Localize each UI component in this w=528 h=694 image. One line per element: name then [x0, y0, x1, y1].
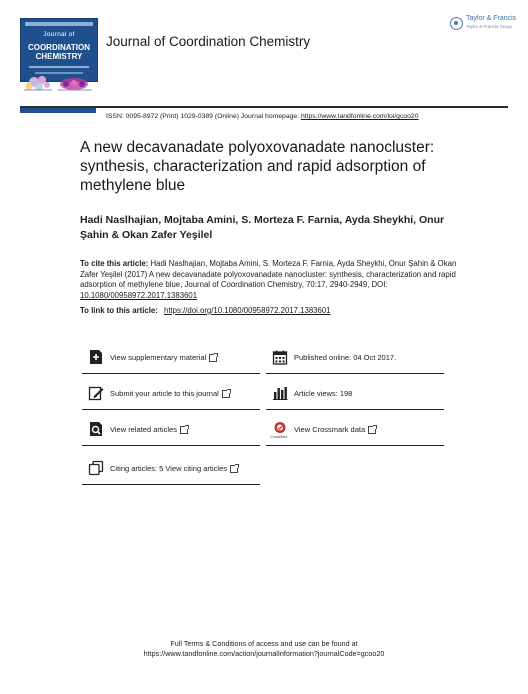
molecular-structure-image — [20, 72, 98, 96]
published-online-item — [266, 341, 444, 374]
supplementary-material-item[interactable] — [82, 341, 260, 374]
publisher-logo-icon — [450, 17, 463, 30]
crossmark-logo-text: CrossMark — [270, 435, 288, 439]
article-views-item — [266, 377, 444, 410]
crossmark-item[interactable] — [266, 413, 444, 446]
issn-line — [106, 113, 418, 120]
published-online-label: Published online: 04 Oct 2017. — [294, 353, 397, 362]
link-label: To link to this article: — [80, 306, 158, 315]
citation-label: To cite this article: — [80, 259, 149, 268]
article-link-line — [80, 306, 460, 315]
cover-title-large: COORDINATION CHEMISTRY — [27, 43, 91, 61]
related-articles-label: View related articles — [110, 425, 188, 434]
supplementary-material-label: View supplementary material — [110, 353, 217, 362]
calendar-icon — [272, 349, 288, 365]
bar-chart-icon — [272, 385, 288, 401]
submit-article-label: Submit your article to this journal — [110, 389, 230, 398]
citing-articles-item[interactable] — [82, 452, 260, 485]
search-document-icon — [88, 421, 104, 437]
cover-title-small: Journal of — [43, 31, 75, 38]
journal-title[interactable]: Journal of Coordination Chemistry — [106, 34, 311, 49]
footer-terms-link[interactable]: https://www.tandfonline.com/action/journalInformation?journalCode=gcoo20 — [143, 649, 385, 658]
add-document-icon — [88, 349, 104, 365]
citation-block — [80, 259, 460, 301]
external-link-icon — [209, 354, 217, 362]
cluster-right-icon — [58, 78, 92, 90]
edit-icon — [88, 385, 104, 401]
copy-documents-icon — [88, 460, 104, 476]
footer-terms — [0, 639, 528, 659]
article-doi-link[interactable]: https://doi.org/10.1080/00958972.2017.1383601 — [164, 306, 331, 315]
external-link-icon — [222, 390, 230, 398]
external-link-icon — [230, 465, 238, 473]
crossmark-label: View Crossmark data — [294, 425, 376, 434]
external-link-icon — [368, 426, 376, 434]
issn-text: ISSN: 0095-8972 (Print) 1029-0389 (Online) Journal homepage: — [106, 113, 300, 120]
publisher-name: Taylor & Francis — [466, 15, 517, 22]
article-title: A new decavanadate polyoxovanadate nanocluster: synthesis, characterization and rapid adsorption of methylene blue — [80, 139, 435, 194]
citation-doi-link[interactable]: 10.1080/00958972.2017.1383601 — [80, 290, 198, 300]
external-link-icon — [180, 426, 188, 434]
cover-rule — [29, 66, 89, 68]
cover-top-bar — [25, 22, 93, 26]
journal-homepage-link[interactable]: https://www.tandfonline.com/loi/gcoo20 — [300, 113, 419, 120]
article-views-label: Article views: 198 — [294, 389, 353, 398]
citing-articles-label: Citing articles: 5 View citing articles — [110, 464, 238, 473]
publisher-logo[interactable] — [450, 14, 517, 36]
publisher-tagline: Taylor & Francis Group — [466, 24, 513, 29]
related-articles-item[interactable] — [82, 413, 260, 446]
citation-text: Hadi Naslhajian, Mojtaba Amini, S. Morteza F. Farnia, Ayda Sheykhi, Onur Şahin & Okan Zafer Yeşilel (2017) A new decavanadate polyoxovanadate nanocluster: synthesis, characterization and rapid adsorption of methylene blue, Journal of Coordination Chemistry, 70:17, 2940-2949, DOI: — [80, 259, 457, 290]
cluster-left-icon — [24, 76, 52, 91]
article-authors: Hadi Naslhajian, Mojtaba Amini, S. Morteza F. Farnia, Ayda Sheykhi, Onur Şahin & Okan Zafer Yeşilel — [80, 214, 445, 241]
submit-article-item[interactable] — [82, 377, 260, 410]
cover-strip — [20, 108, 96, 113]
footer-terms-text: Full Terms & Conditions of access and use can be found at — [170, 639, 358, 648]
